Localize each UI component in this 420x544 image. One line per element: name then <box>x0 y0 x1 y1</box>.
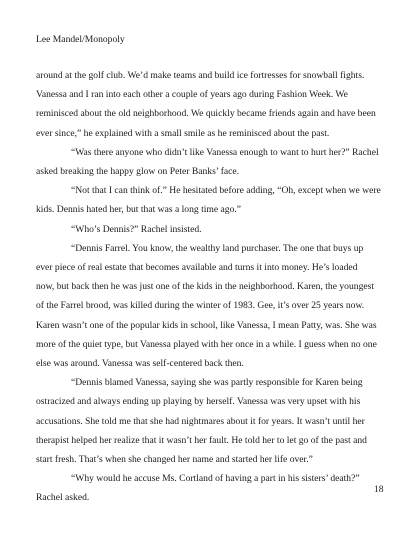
body-line: “Not that I can think of.” He hesitated before adding, “Oh, except when we were <box>71 185 381 197</box>
body-line: ever piece of real estate that becomes available and turns it into money. He’s loaded <box>36 262 358 274</box>
page-number: 18 <box>374 484 384 495</box>
running-header: Lee Mandel/Monopoly <box>36 34 125 45</box>
body-line: around at the golf club. We’d make teams and build ice fortresses for snowball fights. <box>36 70 365 81</box>
body-line: Karen wasn’t one of the popular kids in school, like Vanessa, I mean Patty, was. She was <box>36 319 377 331</box>
body-line: else was around. Vanessa was self-centered back then. <box>36 358 244 370</box>
body-line: now, but back then he was just one of the kids in the neighborhood. Karen, the youngest <box>36 281 375 293</box>
body-line: ever since,” he explained with a small smile as he reminisced about the past. <box>36 127 330 139</box>
body-line: “Was there anyone who didn’t like Vanessa enough to want to hurt her?” Rachel <box>71 146 379 158</box>
body-line: Vanessa and I ran into each other a couple of years ago during Fashion Week. We <box>36 89 348 101</box>
body-line: start fresh. That’s when she changed her name and started her life over.” <box>36 454 313 466</box>
body-line: “Dennis blamed Vanessa, saying she was partly responsible for Karen being <box>71 377 363 389</box>
body-line: ostracized and always ending up playing by herself. Vanessa was very upset with his <box>36 396 361 408</box>
body-line: “Dennis Farrel. You know, the wealthy land purchaser. The one that buys up <box>71 242 364 254</box>
body-line: asked breaking the happy glow on Peter Banks’ face. <box>36 166 240 178</box>
manuscript-body <box>36 66 390 508</box>
body-line: kids. Dennis hated her, but that was a long time ago.” <box>36 204 242 216</box>
body-line: “Why would he accuse Ms. Cortland of having a part in his sisters’ death?” <box>71 473 360 485</box>
body-line: Rachel asked. <box>36 492 90 504</box>
body-line: of the Farrel brood, was killed during the winter of 1983. Gee, it’s over 25 years now. <box>36 300 365 312</box>
body-line: therapist helped her realize that it wasn’t her fault. He told her to let go of the past and <box>36 434 367 446</box>
body-line: accusations. She told me that she had nightmares about it for years. It wasn’t until her <box>36 415 365 427</box>
body-line: more of the quiet type, but Vanessa played with her once in a while. I guess when no one <box>36 338 377 350</box>
body-line: reminisced about the old neighborhood. We quickly became friends again and have been <box>36 108 376 120</box>
body-line: “Who’s Dennis?” Rachel insisted. <box>71 223 202 235</box>
